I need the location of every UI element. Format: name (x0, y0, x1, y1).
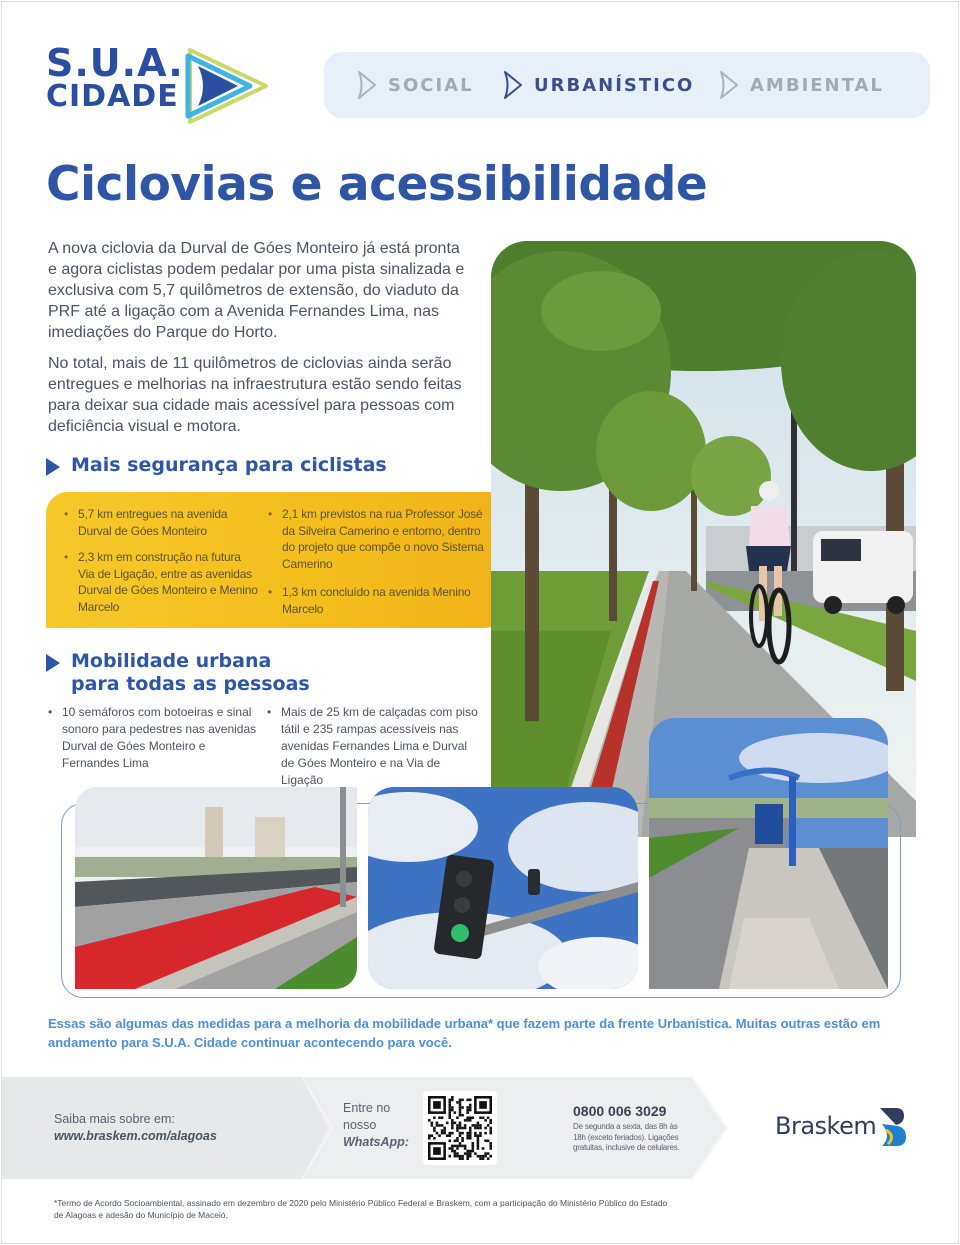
nav-item-label: AMBIENTAL (750, 74, 884, 96)
safety-heading: Mais segurança para ciclistas (46, 454, 387, 477)
phone-number[interactable]: 0800 006 3029 (573, 1103, 667, 1119)
nav-item-ambiental[interactable] (718, 70, 884, 100)
sua-cidade-logo (46, 41, 276, 126)
safety-bullet: • 1,3 km concluído na avenida Menino Marcelo (282, 584, 482, 617)
play-outline-icon (718, 70, 740, 100)
logo-line-2: CIDADE (46, 79, 179, 114)
know-more-label: Saiba mais sobre em: (54, 1112, 175, 1126)
closing-note: Essas são algumas das medidas para a melhoria da mobilidade urbana* que fazem parte da frente Urbanística. Muitas outras estão em andamento para S.U.A. Cidade continuar acontecendo para você. (48, 1016, 881, 1050)
safety-bullet: • 5,7 km entregues na avenida Durval de Góes Monteiro (78, 506, 248, 539)
website-link[interactable]: www.braskem.com/alagoas (54, 1129, 217, 1143)
traffic-light-photo (368, 787, 638, 989)
triangle-bullet-icon (46, 458, 60, 476)
mobility-bullet: • 10 semáforos com botoeiras e sinal sonoro para pedestres nas avenidas Durval de Góes Monteiro e Fernandes Lima (62, 704, 258, 772)
play-outline-icon (356, 70, 378, 100)
nav-item-urbanistico[interactable] (502, 70, 694, 100)
pillar-navigation (324, 52, 930, 118)
page-title: Ciclovias e acessibilidade (46, 157, 708, 212)
braskem-logo-icon (878, 1106, 908, 1148)
logo-play-arrows-icon (182, 46, 272, 126)
red-bike-lane-photo (75, 787, 357, 989)
intro-paragraph-1: A nova ciclovia da Durval de Góes Monteiro já está pronta e agora ciclistas podem pedalar por uma pista sinalizada e exclusiva com 5,7 quilômetros de extensão, do viaduto da PRF até a ligação com a Avenida Fernandes Lima, nas imediações do Parque do Horto. (48, 240, 465, 341)
play-outline-icon (502, 70, 524, 100)
nav-item-label: URBANÍSTICO (534, 74, 695, 96)
whatsapp-qr-code[interactable] (423, 1091, 497, 1165)
braskem-logo-text: Braskem (775, 1112, 877, 1140)
safety-highlight-box (46, 492, 506, 628)
triangle-bullet-icon (46, 654, 60, 672)
intro-text (48, 238, 473, 447)
legal-footnote: *Termo de Acordo Socioambiental, assinado em dezembro de 2020 pelo Ministério Público Federal e Braskem, com a participação do Ministério Público do Estado de Alagoas e adesão do Município de Maceió. (54, 1198, 668, 1220)
logo-line-1: S.U.A. (46, 41, 184, 85)
safety-bullet: • 2,1 km previstos na rua Professor José da Silveira Camerino e entorno, dentro do projeto que compõe o novo Sistema Camerino (282, 506, 490, 572)
nav-item-label: SOCIAL (388, 74, 474, 96)
flyer-page (1, 1, 959, 1244)
logo-text (46, 41, 184, 114)
mobility-heading: Mobilidade urbana para todas as pessoas (46, 650, 310, 696)
service-hours: De segunda a sexta, das 8h às 18h (exceto feriados). Ligações gratuitas, inclusive de celulares. (573, 1122, 680, 1152)
nav-item-social[interactable] (356, 70, 474, 100)
mobility-bullet: • Mais de 25 km de calçadas com piso tátil e 235 rampas acessíveis nas avenidas Fernandes Lima e Durval de Góes Monteiro e na Via de Ligação (281, 704, 481, 789)
intro-paragraph-2: No total, mais de 11 quilômetros de ciclovias ainda serão entregues e melhorias na infraestrutura estão sendo feitas para deixar sua cidade mais acessível para pessoas com deficiência visual e motora. (48, 355, 462, 435)
whatsapp-label: Entre no nosso WhatsApp: (343, 1101, 409, 1149)
safety-bullet: • 2,3 km em construção na futura Via de Ligação, entre as avenidas Durval de Góes Monteiro e Menino Marcelo (78, 549, 258, 615)
bus-stop-photo (649, 718, 888, 989)
